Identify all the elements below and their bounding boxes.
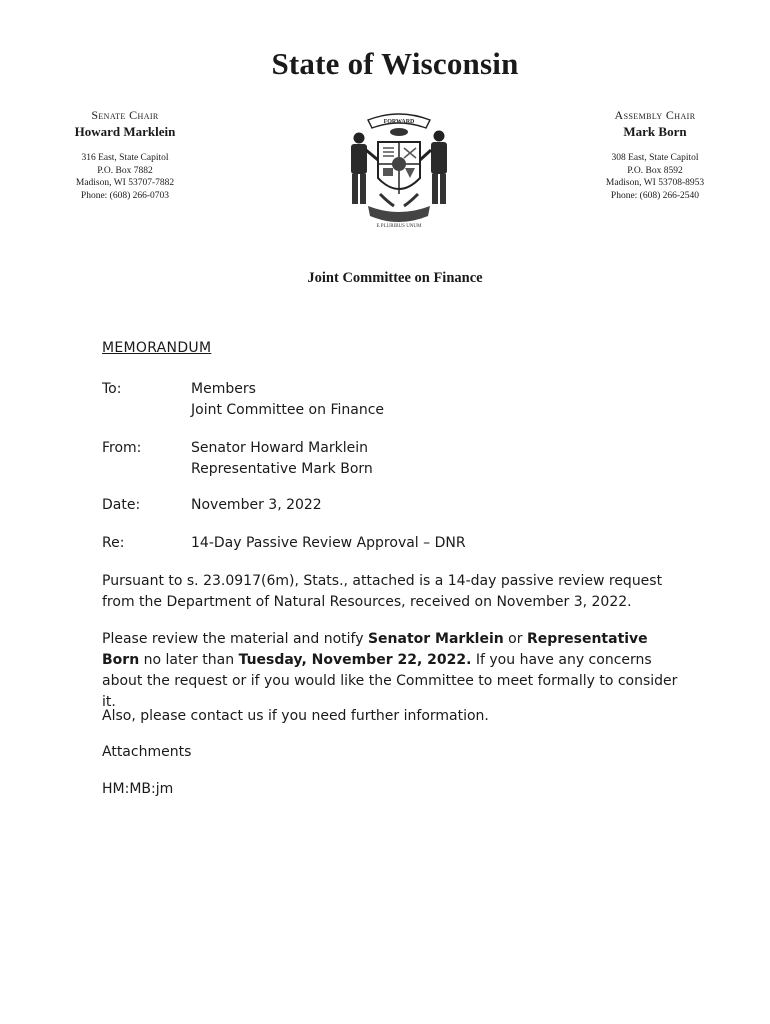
memo-from-line: Representative Mark Born (191, 461, 373, 477)
assembly-chair-block (585, 108, 725, 202)
attachments-note: Attachments (102, 744, 192, 760)
assembly-chair-name: Mark Born (623, 124, 687, 139)
senate-chair-block (55, 108, 195, 202)
page-title: State of Wisconsin (271, 46, 519, 81)
senate-address-line: Phone: (608) 266-0703 (80, 190, 170, 201)
representative-name-bold: Representative Born (102, 631, 648, 668)
memo-to-line: Members (191, 381, 256, 397)
memo-re-value: 14-Day Passive Review Approval – DNR (191, 535, 466, 551)
memo-re-label: Re: (102, 535, 125, 551)
memo-date-label: Date: (102, 497, 141, 513)
memo-from-value (191, 438, 611, 480)
senate-address-line: P.O. Box 7882 (97, 165, 153, 176)
senate-chair-role: Senate Chair (91, 108, 159, 122)
memo-heading: MEMORANDUM (102, 340, 212, 356)
senate-chair-name: Howard Marklein (74, 124, 176, 139)
body-paragraph-2 (102, 629, 682, 713)
assembly-chair-role: Assembly Chair (614, 108, 696, 122)
senate-chair-address (55, 152, 195, 202)
memo-to-label: To: (102, 381, 122, 397)
initials-line: HM:MB:jm (102, 781, 174, 797)
p2-text: Please review the material and notify (102, 631, 368, 647)
wisconsin-state-seal-icon (338, 106, 460, 230)
deadline-date-bold: Tuesday, November 22, 2022. (238, 652, 472, 668)
svg-text:E PLURIBUS UNUM: E PLURIBUS UNUM (376, 224, 422, 229)
p2-text: no later than (139, 652, 239, 668)
committee-name: Joint Committee on Finance (307, 270, 483, 286)
assembly-address-line: P.O. Box 8592 (627, 165, 683, 176)
memo-to-line: Joint Committee on Finance (191, 402, 385, 418)
assembly-address-line: 308 East, State Capitol (611, 153, 699, 163)
senate-address-line: 316 East, State Capitol (81, 153, 169, 163)
p2-text: or (503, 631, 527, 647)
p2-text: If you have any concerns about the request or if you would like the Committee to meet formally to consider it. (102, 652, 678, 710)
senator-name-bold: Senator Marklein (367, 631, 504, 647)
assembly-address-line: Madison, WI 53708-8953 (605, 178, 705, 188)
assembly-address-line: Phone: (608) 266-2540 (610, 190, 700, 201)
senate-address-line: Madison, WI 53707-7882 (75, 178, 175, 188)
memo-from-label: From: (102, 440, 142, 456)
body-paragraph-1: Pursuant to s. 23.0917(6m), Stats., attached is a 14-day passive review request from the Department of Natural Resources, received on November 3, 2022. (102, 573, 663, 610)
memo-from-line: Senator Howard Marklein (191, 440, 368, 456)
body-paragraph-3: Also, please contact us if you need further information. (102, 708, 489, 724)
memo-to-value (191, 379, 611, 421)
memo-date-value: November 3, 2022 (191, 497, 322, 513)
assembly-chair-address (585, 152, 725, 202)
seal-banner-text: FORWARD (383, 119, 415, 125)
